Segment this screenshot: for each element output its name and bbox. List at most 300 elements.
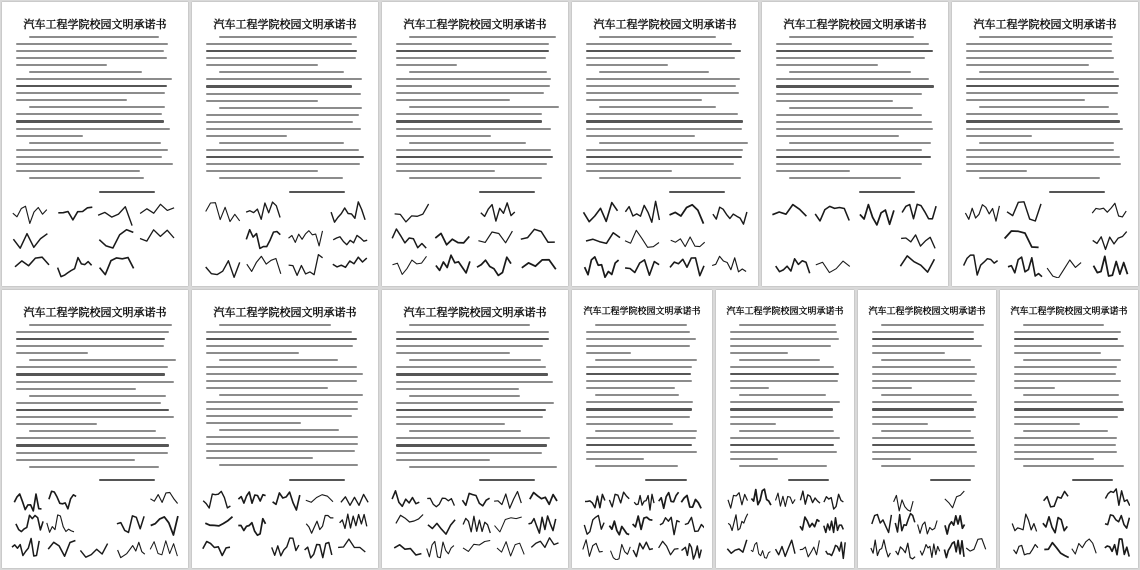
signature-scribble [728, 514, 748, 531]
text-line [776, 135, 899, 137]
signature-scribble [13, 234, 47, 249]
text-line [206, 85, 352, 87]
text-line [409, 71, 547, 73]
text-line [872, 352, 945, 354]
text-line [872, 345, 982, 347]
page-title: 汽车工程学院校园文明承诺书 [213, 306, 357, 319]
signature-scribble [751, 543, 771, 559]
text-line [776, 93, 922, 95]
signature-scribble [625, 230, 659, 247]
text-line [1014, 387, 1055, 389]
text-line [739, 430, 834, 432]
signature-scribble [583, 540, 603, 557]
text-line [586, 401, 693, 403]
text-line [409, 324, 530, 326]
signature-scribble [944, 540, 964, 557]
signature-scribble [14, 494, 41, 511]
text-line [1014, 444, 1116, 446]
pledge-page-1 [2, 2, 188, 286]
signature-scribble [800, 517, 820, 530]
pledge-page-9 [382, 290, 568, 568]
text-line [206, 331, 352, 333]
signature-scribble [1008, 257, 1042, 277]
signature-scribble [966, 539, 986, 551]
page-title: 汽车工程学院校园文明承诺书 [868, 307, 986, 317]
text-line [586, 458, 644, 460]
text-line [776, 50, 933, 52]
pledge-page-4 [572, 2, 758, 286]
signature-scribble [634, 494, 654, 510]
page-title: 汽车工程学院校园文明承诺书 [726, 307, 844, 317]
text-line [966, 50, 1112, 52]
text-line [1014, 416, 1118, 418]
text-line [872, 423, 928, 425]
text-line [586, 57, 735, 59]
text-line [776, 149, 922, 151]
text-line [396, 128, 551, 130]
text-line [16, 373, 165, 375]
text-line [730, 401, 840, 403]
signature-scribble [1012, 514, 1036, 531]
text-line [219, 107, 362, 109]
signature-scribble [273, 492, 300, 510]
text-line [776, 163, 922, 165]
text-line [396, 366, 546, 368]
text-line [409, 142, 527, 144]
signature-scribble [118, 542, 145, 557]
text-line [206, 135, 287, 137]
signature-scribble [428, 520, 455, 534]
text-line [966, 85, 1119, 87]
signature-scribble [206, 203, 240, 222]
text-line [396, 113, 542, 115]
text-line [206, 64, 318, 66]
text-line [776, 128, 933, 130]
signature-scribble [902, 204, 936, 219]
text-line [730, 352, 788, 354]
text-line [396, 99, 510, 101]
signature-scribble [331, 202, 365, 222]
text-line [206, 443, 358, 445]
handwritten-signatures [10, 199, 180, 278]
handwritten-signatures [770, 199, 940, 278]
text-line [16, 381, 174, 383]
pledge-page-6 [952, 2, 1138, 286]
text-line [396, 78, 551, 80]
handwritten-signatures [1008, 487, 1130, 560]
text-line [966, 43, 1112, 45]
text-line [966, 64, 1089, 66]
text-line [206, 408, 358, 410]
handwritten-signatures [724, 487, 846, 560]
text-line [396, 50, 549, 52]
pledge-page-3 [382, 2, 568, 286]
text-line [16, 113, 162, 115]
text-line [409, 466, 557, 468]
text-line [16, 366, 168, 368]
text-line [396, 85, 550, 87]
text-line [219, 71, 345, 73]
text-line [396, 149, 551, 151]
text-line [29, 142, 162, 144]
text-line [966, 57, 1114, 59]
signature-scribble [289, 231, 323, 246]
text-line [872, 401, 977, 403]
text-line [789, 177, 901, 179]
text-line [29, 359, 176, 361]
signature-scribble [305, 543, 332, 558]
text-line [206, 156, 364, 158]
signature-scribble [1044, 543, 1068, 558]
text-line [1023, 394, 1119, 396]
text-line [599, 71, 710, 73]
page-title: 汽车工程学院校园文明承诺书 [213, 18, 357, 31]
text-line [29, 36, 159, 38]
text-line [16, 120, 164, 122]
signature-scribble [751, 489, 771, 505]
pledge-body-text [586, 324, 698, 472]
page-title: 汽车工程学院校园文明承诺书 [973, 18, 1117, 31]
signature-line [930, 479, 971, 481]
signature-scribble [871, 540, 891, 557]
text-line [206, 163, 360, 165]
signature-scribble [462, 493, 489, 505]
text-line [16, 459, 135, 461]
signature-scribble [824, 518, 844, 533]
signature-scribble [478, 231, 512, 243]
text-line [1014, 401, 1123, 403]
page-title: 汽车工程学院校园文明承诺书 [583, 307, 701, 317]
signature-scribble [727, 540, 747, 554]
signature-scribble [585, 494, 605, 507]
text-line [776, 114, 922, 116]
text-line [396, 388, 519, 390]
text-line [776, 64, 878, 66]
text-line [586, 345, 690, 347]
text-line [872, 366, 975, 368]
text-line [730, 423, 776, 425]
text-line [396, 402, 554, 404]
text-line [409, 36, 557, 38]
signature-line [289, 479, 345, 481]
text-line [396, 459, 490, 461]
pledge-body-text [16, 36, 174, 184]
text-line [730, 366, 834, 368]
signature-scribble [625, 260, 659, 275]
text-line [1014, 366, 1117, 368]
signature-scribble [712, 256, 746, 272]
signature-scribble [529, 516, 556, 533]
pledge-body-text [1014, 324, 1124, 472]
text-line [586, 444, 692, 446]
signature-scribble [392, 491, 419, 507]
text-line [206, 78, 362, 80]
handwritten-signatures [580, 199, 750, 278]
text-line [206, 436, 358, 438]
text-line [776, 156, 931, 158]
signature-scribble [901, 235, 935, 249]
text-line [586, 408, 692, 410]
pledge-body-text [776, 36, 934, 184]
text-line [872, 416, 976, 418]
signature-line [479, 191, 535, 193]
text-line [595, 394, 679, 396]
text-line [881, 359, 971, 361]
signature-scribble [392, 229, 426, 248]
text-line [396, 170, 495, 172]
text-line [776, 100, 893, 102]
text-line [966, 135, 1032, 137]
handwritten-signatures [200, 199, 370, 278]
text-line [586, 366, 692, 368]
signature-scribble [659, 492, 679, 508]
text-line [730, 345, 831, 347]
signature-scribble [497, 542, 524, 556]
signature-scribble [1105, 489, 1129, 506]
text-line [396, 423, 505, 425]
text-line [16, 444, 169, 446]
text-line [586, 423, 673, 425]
text-line [739, 324, 836, 326]
signature-scribble [713, 207, 747, 224]
signature-scribble [435, 233, 469, 244]
handwritten-signatures [960, 199, 1130, 278]
signature-scribble [333, 235, 367, 244]
text-line [1023, 324, 1105, 326]
signature-scribble [58, 258, 92, 277]
text-line [206, 352, 299, 354]
signature-scribble [306, 516, 333, 534]
signature-scribble [625, 201, 659, 222]
text-line [739, 465, 827, 467]
signature-scribble [481, 203, 515, 221]
signature-scribble [826, 542, 846, 558]
text-line [776, 78, 929, 80]
pledge-page-11 [716, 290, 854, 568]
text-line [881, 430, 971, 432]
text-line [16, 128, 170, 130]
text-line [966, 149, 1114, 151]
text-line [789, 142, 931, 144]
signature-scribble [1014, 545, 1038, 555]
text-line [1014, 423, 1080, 425]
text-line [16, 92, 165, 94]
text-line [586, 50, 741, 52]
page-title: 汽车工程学院校园文明承诺书 [593, 18, 737, 31]
signature-scribble [633, 542, 653, 556]
text-line [206, 93, 361, 95]
text-line [396, 416, 543, 418]
signature-scribble [776, 493, 796, 506]
text-line [586, 387, 675, 389]
text-line [966, 92, 1118, 94]
text-line [966, 120, 1120, 122]
text-line [16, 85, 167, 87]
text-line [872, 338, 974, 340]
pledge-body-text [396, 324, 554, 473]
signature-scribble [872, 515, 892, 533]
text-line [586, 380, 692, 382]
signature-scribble [521, 229, 555, 242]
signature-scribble [800, 540, 820, 557]
signature-scribble [895, 514, 915, 532]
text-line [16, 452, 168, 454]
signature-scribble [530, 493, 557, 505]
signature-scribble [494, 492, 521, 509]
text-line [1014, 380, 1121, 382]
signature-scribble [58, 207, 92, 220]
text-line [881, 394, 973, 396]
signature-scribble [824, 494, 844, 509]
signature-scribble [671, 237, 705, 247]
text-line [16, 388, 136, 390]
signature-scribble [633, 516, 653, 529]
text-line [586, 331, 690, 333]
text-line [206, 128, 361, 130]
signature-scribble [205, 517, 232, 526]
signature-scribble [238, 519, 265, 536]
text-line [586, 149, 743, 151]
signature-scribble [393, 256, 427, 274]
signature-scribble [48, 541, 75, 557]
text-line [739, 394, 826, 396]
text-line [586, 99, 702, 101]
pledge-body-text [16, 324, 174, 473]
text-line [206, 422, 301, 424]
text-line [1014, 408, 1124, 410]
text-line [789, 36, 915, 38]
signature-scribble [816, 261, 850, 273]
text-line [730, 416, 833, 418]
text-line [206, 100, 318, 102]
text-line [29, 177, 144, 179]
text-line [872, 444, 975, 446]
text-line [16, 64, 107, 66]
text-line [219, 324, 332, 326]
text-line [586, 135, 695, 137]
page-title: 汽车工程学院校园文明承诺书 [783, 18, 927, 31]
text-line [219, 36, 358, 38]
signature-line [289, 191, 345, 193]
signature-scribble [920, 544, 940, 557]
signature-line [645, 479, 687, 481]
signature-line [1072, 479, 1113, 481]
text-line [776, 121, 932, 123]
signature-scribble [815, 206, 849, 221]
text-line [586, 451, 697, 453]
text-line [872, 387, 912, 389]
signature-scribble [1043, 517, 1067, 533]
text-line [396, 345, 543, 347]
text-line [776, 43, 929, 45]
signature-scribble [80, 544, 107, 558]
text-line [409, 430, 522, 432]
signature-scribble [964, 255, 998, 275]
handwritten-signatures [390, 487, 560, 560]
page-title: 汽车工程学院校园文明承诺书 [403, 18, 547, 31]
handwritten-signatures [10, 487, 180, 560]
signature-scribble [894, 495, 914, 511]
signature-scribble [586, 233, 620, 244]
text-line [219, 359, 339, 361]
text-line [219, 429, 339, 431]
signature-scribble [463, 516, 490, 533]
signature-scribble [609, 492, 629, 507]
signature-scribble [140, 230, 174, 241]
signature-line [859, 191, 915, 193]
text-line [396, 163, 547, 165]
signature-scribble [776, 259, 810, 273]
text-line [206, 387, 328, 389]
pledge-page-5 [762, 2, 948, 286]
text-line [599, 106, 716, 108]
text-line [29, 466, 159, 468]
text-line [396, 373, 548, 375]
pledge-page-10 [572, 290, 712, 568]
text-line [599, 177, 742, 179]
pledge-body-text [966, 36, 1124, 184]
text-line [16, 99, 127, 101]
signature-scribble [728, 493, 748, 508]
text-line [219, 177, 343, 179]
signature-scribble [341, 494, 368, 505]
text-line [206, 50, 357, 52]
signature-line [669, 191, 725, 193]
text-line [206, 401, 358, 403]
text-line [872, 458, 911, 460]
text-line [16, 423, 97, 425]
signature-scribble [100, 258, 134, 275]
signature-scribble [776, 540, 796, 556]
signature-scribble [15, 257, 49, 267]
signature-scribble [1105, 539, 1129, 557]
text-line [1014, 352, 1101, 354]
text-line [16, 163, 173, 165]
signature-scribble [140, 204, 174, 213]
text-line [1014, 373, 1116, 375]
pledge-body-text [730, 324, 840, 472]
text-line [396, 381, 553, 383]
text-line [16, 345, 164, 347]
signature-scribble [477, 257, 511, 275]
text-line [396, 92, 544, 94]
signature-scribble [918, 521, 938, 534]
text-line [586, 64, 668, 66]
text-line [595, 465, 679, 467]
signature-scribble [1072, 539, 1096, 554]
text-line [206, 457, 313, 459]
text-line [206, 450, 355, 452]
signature-scribble [427, 498, 454, 507]
text-line [206, 373, 363, 375]
signature-scribble [272, 538, 299, 556]
text-line [979, 71, 1114, 73]
text-line [219, 142, 344, 144]
text-line [595, 324, 687, 326]
signature-scribble [238, 492, 265, 503]
signature-scribble [531, 538, 558, 548]
signature-scribble [611, 544, 631, 560]
signature-scribble [1007, 202, 1041, 221]
text-line [396, 120, 542, 122]
pledge-page-8 [192, 290, 378, 568]
text-line [586, 78, 740, 80]
text-line [29, 71, 143, 73]
text-line [16, 57, 167, 59]
signature-scribble [896, 543, 916, 559]
text-line [16, 156, 162, 158]
text-line [16, 409, 169, 411]
